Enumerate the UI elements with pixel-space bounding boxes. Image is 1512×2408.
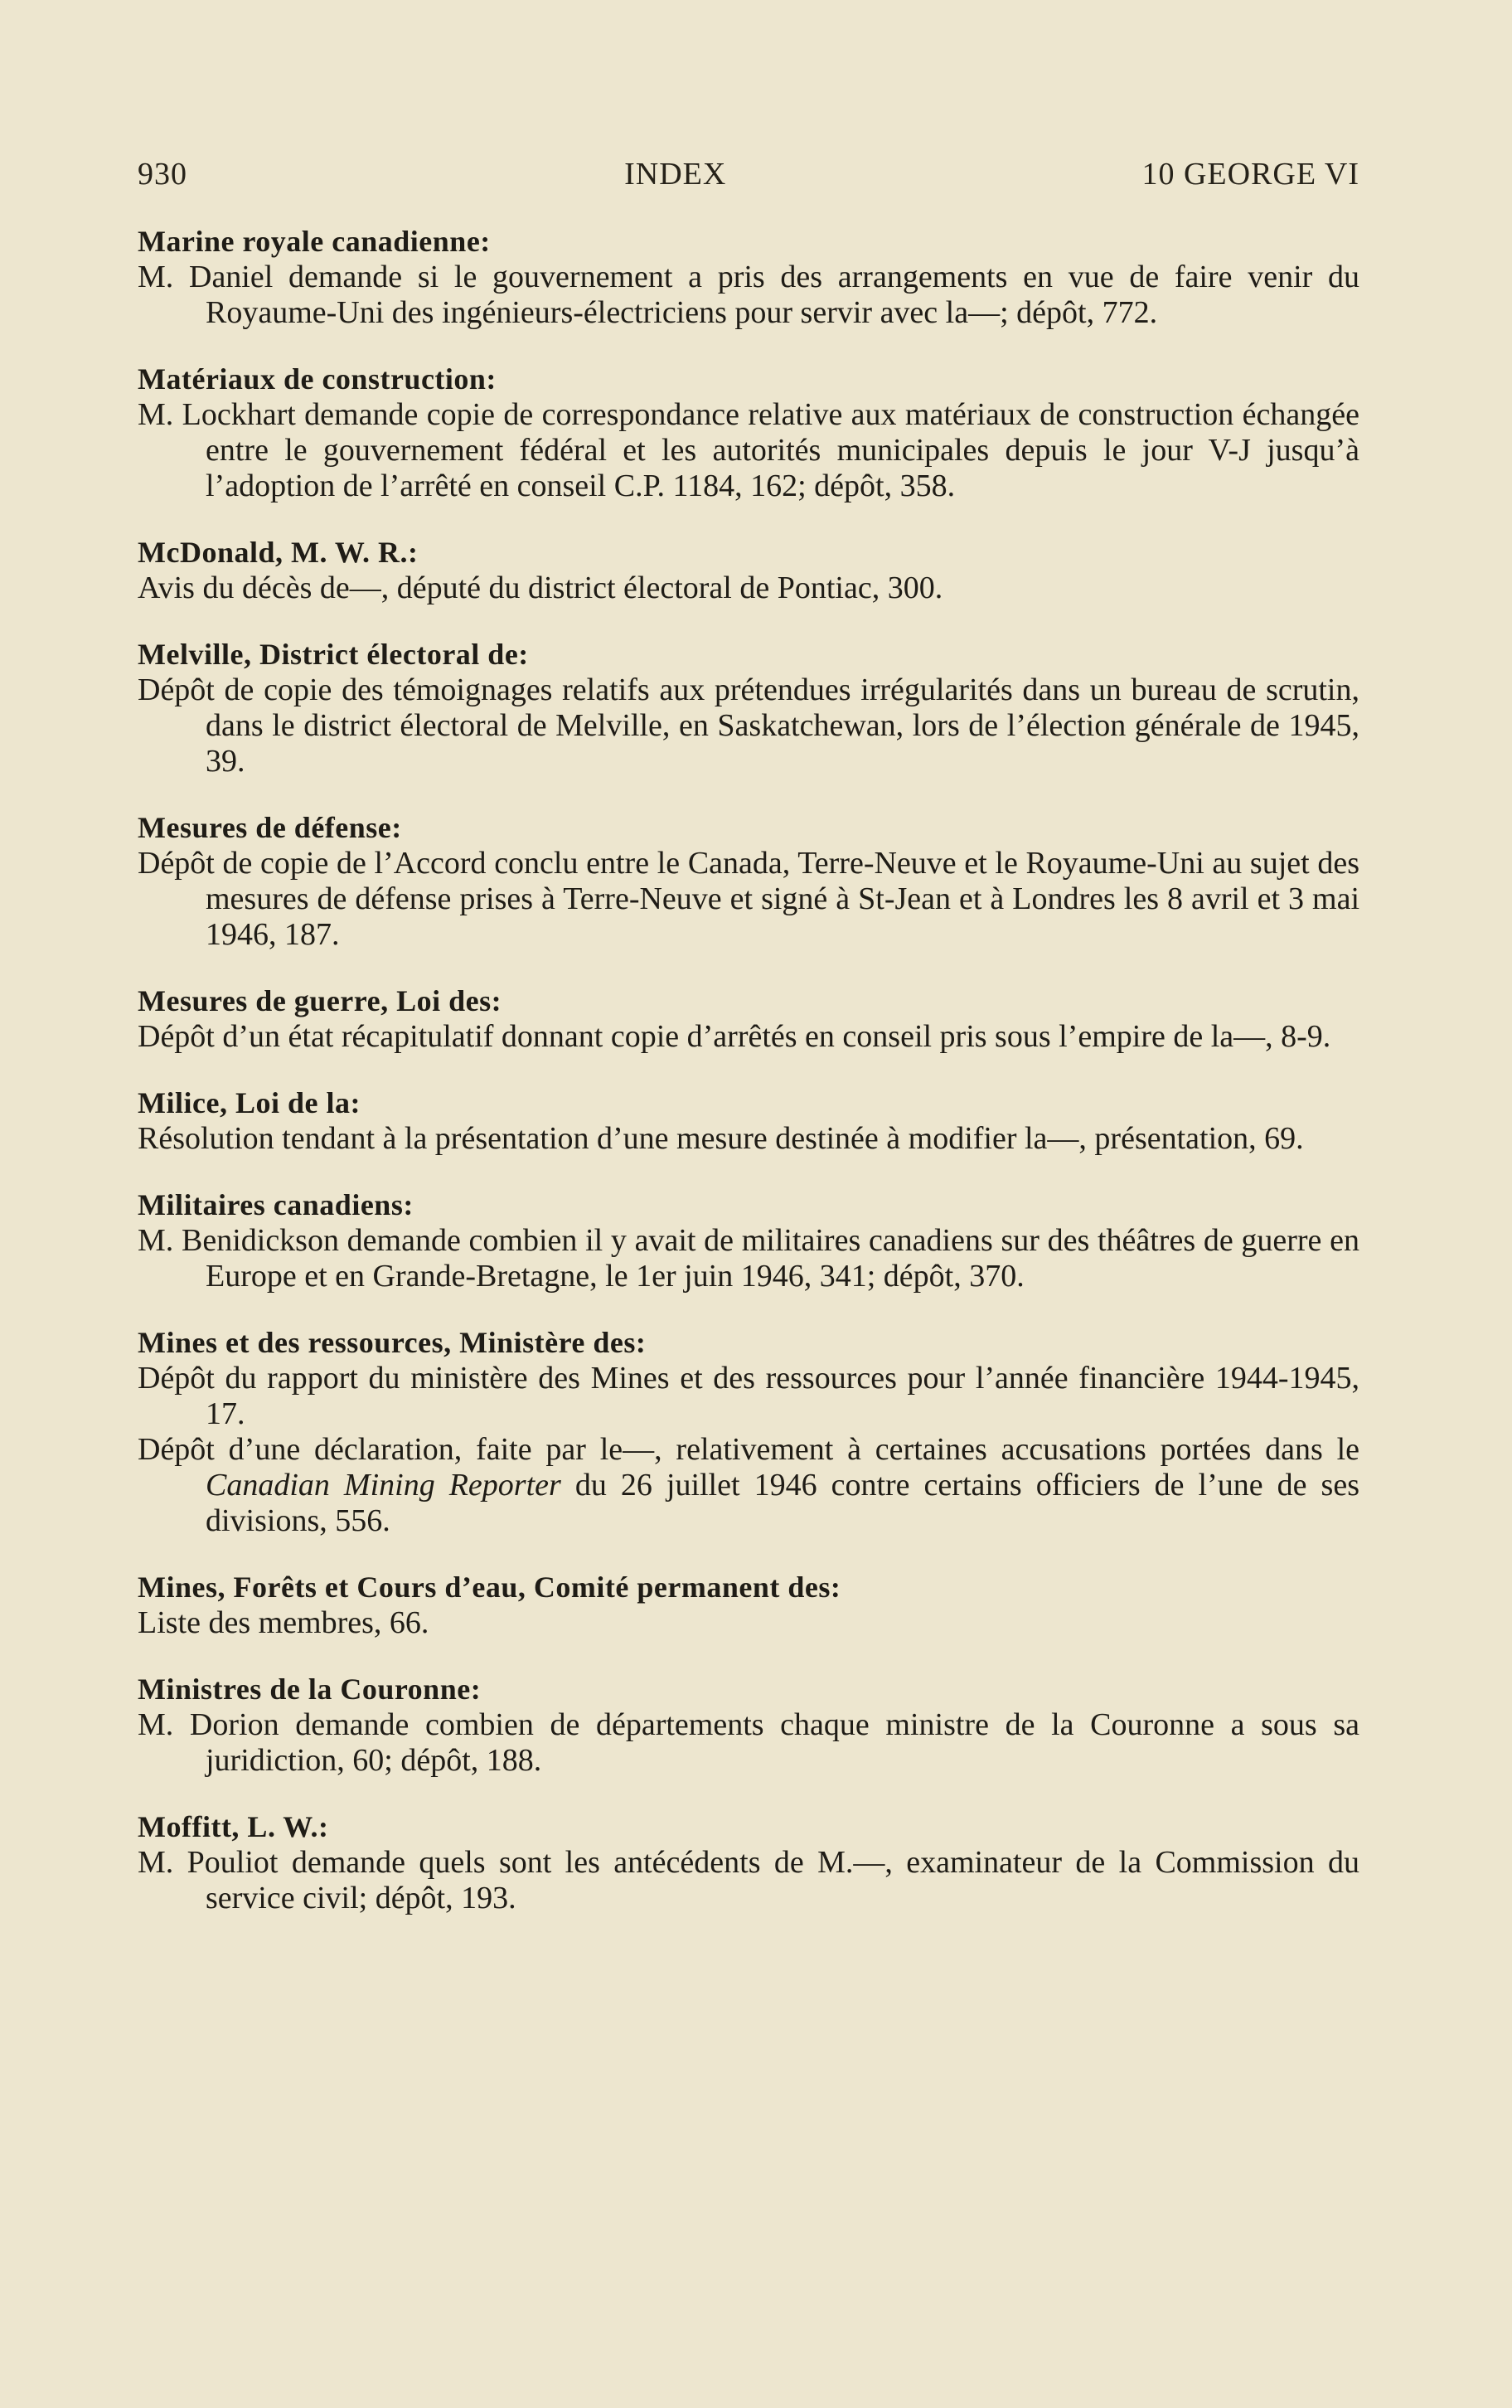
page-number: 930 (138, 157, 187, 192)
index-entry (138, 1085, 1359, 1157)
index-entry (138, 983, 1359, 1055)
entry-text: M. Lockhart demande copie de correspondance relative aux matériaux de construction échangée entre le gouvernement fédéral et les autorités municipales depuis le jour V-J jusqu’à l’adoption de l’arrêté en conseil C.P. 1184, 162; dépôt, 358. (138, 397, 1359, 503)
entry-heading: Milice, Loi de la: (138, 1086, 361, 1119)
entry-text: M. Dorion demande combien de départements chaque ministre de la Couronne a sous sa juridiction, 60; dépôt, 188. (138, 1707, 1359, 1778)
index-entry (138, 1187, 1359, 1294)
entry-text: M. Benidickson demande combien il y avait de militaires canadiens sur des théâtres de guerre en Europe et en Grande-Bretagne, le 1er juin 1946, 341; dépôt, 370. (138, 1223, 1359, 1294)
index-entry (138, 1672, 1359, 1779)
index-entry (138, 1325, 1359, 1539)
entry-heading: Mesures de guerre, Loi des: (138, 984, 502, 1017)
index-entry (138, 1809, 1359, 1916)
index-entry (138, 535, 1359, 606)
entry-text: Avis du décès de—, député du district électoral de Pontiac, 300. (138, 570, 943, 605)
entry-heading: Ministres de la Couronne: (138, 1672, 482, 1706)
entry-text: M. Daniel demande si le gouvernement a pris des arrangements en vue de faire venir du Royaume-Uni des ingénieurs-électriciens pour servir avec la—; dépôt, 772. (138, 260, 1359, 330)
entry-heading: Mines et des ressources, Ministère des: (138, 1326, 647, 1359)
index-body (138, 224, 1359, 1916)
entry-heading: Militaires canadiens: (138, 1188, 414, 1221)
index-entry (138, 224, 1359, 331)
entry-heading: Mesures de défense: (138, 811, 402, 844)
entry-text: Liste des membres, 66. (138, 1605, 429, 1640)
running-title: INDEX (624, 157, 727, 192)
entry-text: M. Pouliot demande quels sont les antécédents de M.—, examinateur de la Commission du service civil; dépôt, 193. (138, 1845, 1359, 1915)
entry-heading: Mines, Forêts et Cours d’eau, Comité permanent des: (138, 1571, 841, 1604)
index-entry (138, 362, 1359, 504)
entry-text: Dépôt d’un état récapitulatif donnant copie d’arrêtés en conseil pris sous l’empire de la—, 8-9. (138, 1019, 1331, 1054)
page-header (138, 156, 1359, 202)
entry-text: Dépôt du rapport du ministère des Mines et des ressources pour l’année financière 1944-1945, 17. (138, 1361, 1359, 1431)
index-entry (138, 1570, 1359, 1641)
entry-heading: Moffitt, L. W.: (138, 1810, 329, 1843)
entry-heading: McDonald, M. W. R.: (138, 536, 419, 569)
entry-heading: Melville, District électoral de: (138, 638, 529, 671)
publication-title: Canadian Mining Reporter (206, 1468, 561, 1503)
index-entry (138, 810, 1359, 953)
index-entry (138, 637, 1359, 779)
entry-text: Résolution tendant à la présentation d’une mesure destinée à modifier la—, présentation, 69. (138, 1121, 1304, 1156)
entry-text: Dépôt de copie des témoignages relatifs aux prétendues irrégularités dans un bureau de scrutin, dans le district électoral de Melville, en Saskatchewan, lors de l’élection générale de 1945, 39. (138, 672, 1359, 779)
volume-label: 10 GEORGE VI (1141, 157, 1359, 192)
entry-heading: Marine royale canadienne: (138, 225, 491, 258)
entry-heading: Matériaux de construction: (138, 362, 497, 396)
entry-text: Dépôt de copie de l’Accord conclu entre le Canada, Terre-Neuve et le Royaume-Uni au sujet des mesures de défense prises à Terre-Neuve et signé à St-Jean et à Londres les 8 avril et 3 mai 1946, 187. (138, 846, 1359, 952)
entry-text-italic-ref: Dépôt d’une déclaration, faite par le—, relativement à certaines accusations portées dans le Canadian Mining Reporter du 26 juillet 1946 contre certains officiers de l’une de ses divisions, 556. (138, 1432, 1359, 1538)
